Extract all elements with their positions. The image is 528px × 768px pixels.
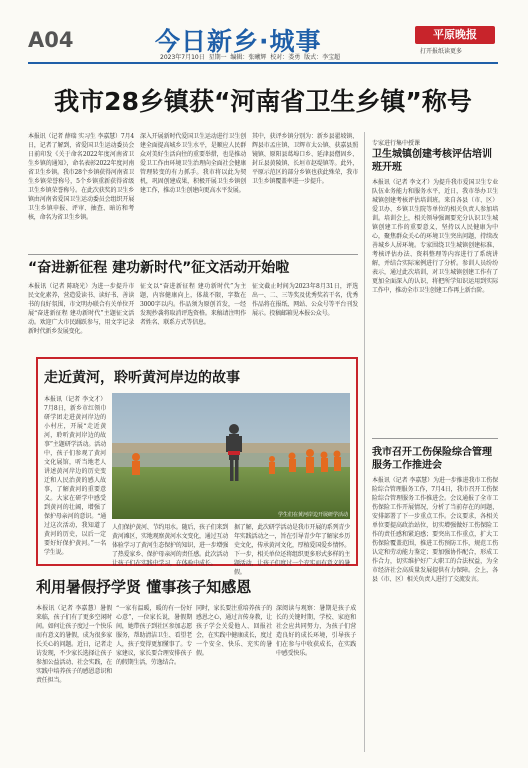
story2-col1: 本报讯（记者 陈晓光）为进一步提升市民文化素养，营造爱读书、读好书、善读书的良好氛围，市文明办联合有关单位开展“奋进新征程 建功新时代”主题征文活动。欢迎广大市民踊跃参与，用文字记录新时代新乡发展变化。: [28, 283, 134, 335]
feature-col1: 本报讯（记者 李文才）7月8日，新乡市红领巾研学团走进黄河岸边的小村庄，开展“走近黄河，聆听黄河岸边的故事”主题研学活动。活动中，孩子们参观了黄河文化展馆，听当地老人讲述黄河岸边的历史变迁和人民治黄的感人故事，了解黄河的重要意义。大家在研学中感受到黄河的壮阔，增强了保护母亲河的意识。“通过这次活动，我知道了黄河的历史，以后一定要好好保护黄河。”一名学生说。: [44, 396, 106, 556]
story1-col3: 其中，获评乡镇分别为：新乡县翟坡镇、辉县市孟庄镇、卫辉市太公镇、获嘉县照镜镇、原阳县葛埠口乡、延津县僧固乡、封丘县黄陵镇、长垣市赵堤镇等。此外，平原示范区的部分乡镇也获此殊荣，我市卫生乡镇覆盖率进一步提升。: [252, 133, 358, 185]
story3-col3: 同时，家长要注重培养孩子的感恩之心，通过言传身教，让孩子学会关爱他人、回报社会，在实践中健康成长，度过一个安全、快乐、充实的暑假。: [196, 605, 272, 657]
story3-col2: “一家有温暖，暖的有一份好心意”，一位家长说，暑假期间，她带孩子到社区参加志愿服务，帮助清洁卫生、看望老人，孩子变得更加懂事了。专家建议，家长要合理安排孩子的假期生活，劳逸结合。: [116, 605, 192, 666]
feature-photo: [112, 393, 350, 519]
story3-col1: 本报讯（记者 李嘉慧）暑假来临，孩子们有了更多空闲时间。如何让孩子度过一个快乐而有意义的暑假，成为很多家长关心的问题。近日，记者走访发现，不少家长选择让孩子参加公益活动、社会实践，在实践中培养孩子的感恩意识和责任担当。: [36, 605, 112, 684]
section-title: 今日新乡·城事: [155, 27, 322, 56]
story1-col2: 深入开展新时代爱国卫生运动进行卫生创建全面提高城乡卫生水平，是顺应人民群众对美好生活向往的重要举措，也是推动爱卫工作由环境卫生治理向全面社会健康管理转变的有力抓手。我市将以此为契机，巩固创建成果，积极开展卫生乡镇创建工作，推动卫生创建向更高水平发展。: [140, 133, 246, 194]
story3-col4: 深阅读与观察：暑期是孩子成长的关键时期，学校、家庭和社会应共同努力，为孩子们营造良好的成长环境，引导孩子们在参与中收获成长，在实践中感受快乐。: [276, 605, 356, 657]
feature-photo-caption: 学生们在黄河岸边开展研学活动: [277, 512, 348, 518]
feature-col3: 据了解，此次研学活动是我市开展的系列青少年实践活动之一，旨在引导青少年了解家乡历史文化，传承黄河文化，厚植爱国爱乡情怀。下一步，相关单位还将组织更多形式多样的主题活动，让孩子们度过一个充实而有意义的暑假。: [234, 524, 351, 576]
meta-date: 2023年7月10日: [160, 54, 205, 61]
side-divider: [364, 132, 365, 752]
logo-text: 平原晚报: [433, 28, 477, 41]
page-label: A04: [28, 28, 74, 52]
meta-editor: 编辑：张曦辉: [230, 54, 267, 61]
meta-weekday: 星期一: [208, 54, 227, 61]
story2-col3: 征文截止时间为2023年8月31日，评选出一、二、三等奖及优秀奖若干名，优秀作品将在报纸、网站、公众号等平台刊发展示。投稿邮箱见本报公众号。: [252, 283, 358, 317]
story2-col2: 征文以“奋进新征程 建功新时代”为主题，内容健康向上，体裁不限，字数在3000字以内。作品须为原创首发，一经发现抄袭将取消评选资格。来稿请注明作者姓名、联系方式等信息。: [140, 283, 246, 326]
side2-rule: [372, 438, 498, 439]
headline-rural-health: 我市28乡镇获“河南省卫生乡镇”称号: [54, 87, 472, 116]
headline-essay-contest: “奋进新征程 建功新时代”征文活动开始啦: [28, 260, 290, 276]
header-meta: [160, 52, 340, 61]
logo-subtitle: 打开报纸读更多: [420, 48, 463, 55]
feature-headline: 走近黄河，聆听黄河岸边的故事: [44, 370, 240, 386]
side-injury-body: 本报讯（记者 李嘉慧）为进一步推进我市工伤保险综合管理服务工作，7月4日，我市召开工伤保险综合管理服务工作推进会。会议通报了全市工伤保险工作开展情况，分析了当前存在的问题，安排部署了下一步重点工作。会议要求，各相关单位要提高政治站位，切实增强做好工伤保险工作的责任感和紧迫感；要突出工作重点，扩大工伤保险覆盖范围，推进工伤预防工作，规范工伤认定和劳动能力鉴定；要加强协作配合，形成工作合力，切实维护好广大职工的合法权益，为全市经济社会高质量发展提供有力保障。会上，各县（市、区）相关负责人进行了交流发言。: [372, 477, 498, 583]
story1-col1: 本报讯（记者 薛瑞 实习生 李嘉慧）7月4日，记者了解到，省爱国卫生运动委员会日前印发《关于命名2022年度河南省卫生乡镇的通知》，命名表彰2022年度河南省卫生乡镇。我市28个乡镇获得河南省卫生乡镇荣誉称号，5个乡镇重新获得省级卫生乡镇荣誉称号。在此次获奖的卫生乡镇由河南省爱国卫生运动委员会组织开展卫生乡镇申报、评审、抽查、暗访和考核，命名为省卫生乡镇。: [28, 133, 134, 221]
page-header: [0, 0, 528, 66]
river-photo-illustration: [112, 393, 350, 519]
newspaper-logo: [415, 26, 495, 44]
feature-col2: 人们保护黄河、节约用水。随后，孩子们来到黄河滩区，实地观察黄河水文变化，通过互动体验学习了黄河生态保护的知识，进一步增强了热爱家乡、保护母亲河的责任感。此次活动让孩子们在实践中学习，在体验中成长。: [112, 524, 229, 567]
header-rule: [28, 62, 498, 64]
side-kicker: 专家进行集中授课: [372, 140, 421, 147]
side-headline-injury-insurance: 我市召开工伤保险综合管理服务工作推进会: [372, 447, 492, 471]
rule-headline2: [28, 254, 358, 255]
side-headline-training: 卫生城镇创建考核评估培训班开班: [372, 149, 492, 173]
meta-layout: 版式：李宝超: [304, 54, 341, 61]
feature-box: [36, 357, 358, 576]
meta-proofreader: 校对：娄勇: [270, 54, 301, 61]
headline-summer-gratitude: 利用暑假抒学贤 懂事孩子知感恩: [36, 578, 252, 596]
side-training-body: 本报讯（记者 李文才）为提升我市爱国卫生专业队伍业务能力和服务水平，近日，我市举办卫生城镇创建考核评估培训班。来自各县（市、区）爱卫办、乡镇卫生院等单位的相关负责人参加培训。培训会上，相关领导强调要充分认识卫生城镇创建工作的重要意义，坚持以人民健康为中心，聚焦群众关心的环境卫生突出问题，持续改善城乡人居环境。专家围绕卫生城镇创建标准、考核评估办法、资料整理等内容进行了系统讲解，并结合实际案例进行了分析。参训人员纷纷表示，通过此次培训，对卫生城镇创建工作有了更加全面深入的认识，将把所学知识运用到实际工作中，推动全市卫生创建工作再上新台阶。: [372, 179, 498, 294]
